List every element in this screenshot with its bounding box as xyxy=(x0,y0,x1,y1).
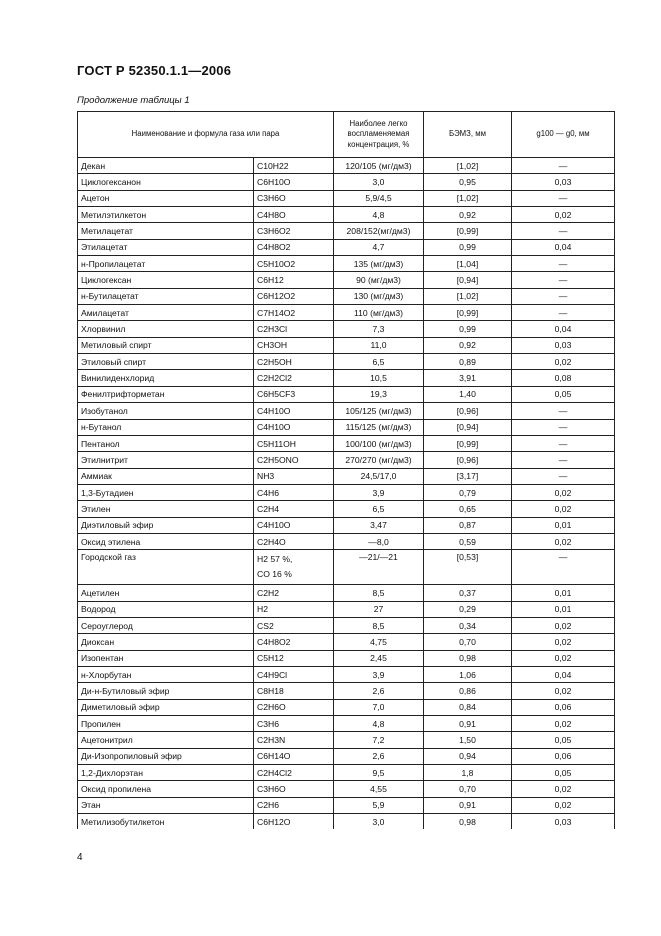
gas-name-cell: Пентанол xyxy=(78,435,254,451)
concentration-cell: 2,6 xyxy=(334,683,424,699)
bemz-cell: 0,59 xyxy=(424,533,512,549)
concentration-cell: 2,45 xyxy=(334,650,424,666)
bemz-cell: 0,37 xyxy=(424,585,512,601)
concentration-cell: 4,8 xyxy=(334,207,424,223)
table-row xyxy=(78,650,615,666)
concentration-cell: 3,47 xyxy=(334,517,424,533)
concentration-cell: 105/125 (мг/дм3) xyxy=(334,403,424,419)
gas-name-cell: н-Хлорбутан xyxy=(78,666,254,682)
table-row xyxy=(78,634,615,650)
g-difference-cell: 0,08 xyxy=(512,370,615,386)
table-row xyxy=(78,666,615,682)
table-row xyxy=(78,468,615,484)
concentration-cell: 6,5 xyxy=(334,354,424,370)
bemz-cell: [1,04] xyxy=(424,256,512,272)
bemz-cell: 1,8 xyxy=(424,765,512,781)
concentration-cell: —8,0 xyxy=(334,533,424,549)
gas-name-cell: н-Бутилацетат xyxy=(78,288,254,304)
gas-name-cell: 1,2-Дихлорэтан xyxy=(78,765,254,781)
bemz-cell: [1,02] xyxy=(424,288,512,304)
gas-name-cell: Амилацетат xyxy=(78,305,254,321)
bemz-cell: 0,70 xyxy=(424,781,512,797)
g-difference-cell: 0,02 xyxy=(512,781,615,797)
gas-formula-cell: C2H6 xyxy=(254,797,334,813)
bemz-cell: [3,17] xyxy=(424,468,512,484)
gas-formula-cell: H2 xyxy=(254,601,334,617)
bemz-cell: 0,89 xyxy=(424,354,512,370)
concentration-cell: 8,5 xyxy=(334,585,424,601)
gas-formula-cell: C6H12O2 xyxy=(254,288,334,304)
g-difference-cell: — xyxy=(512,419,615,435)
concentration-cell: 135 (мг/дм3) xyxy=(334,256,424,272)
table-row xyxy=(78,765,615,781)
gas-name-cell: Хлорвинил xyxy=(78,321,254,337)
g-difference-cell: 0,02 xyxy=(512,501,615,517)
concentration-cell: 115/125 (мг/дм3) xyxy=(334,419,424,435)
table-row xyxy=(78,223,615,239)
g-difference-cell: — xyxy=(512,550,615,585)
bemz-cell: 0,29 xyxy=(424,601,512,617)
table-row xyxy=(78,550,615,585)
concentration-cell: 11,0 xyxy=(334,337,424,353)
table-row xyxy=(78,337,615,353)
gas-formula-cell: C2H2Cl2 xyxy=(254,370,334,386)
bemz-cell: [0,99] xyxy=(424,305,512,321)
gas-name-cell: Метилэтилкетон xyxy=(78,207,254,223)
bemz-cell: [1,02] xyxy=(424,190,512,206)
table-row xyxy=(78,533,615,549)
gas-formula-cell: C7H14O2 xyxy=(254,305,334,321)
bemz-cell: 0,79 xyxy=(424,484,512,500)
table-row xyxy=(78,321,615,337)
concentration-cell: 130 (мг/дм3) xyxy=(334,288,424,304)
g-difference-cell: — xyxy=(512,435,615,451)
bemz-cell: [0,96] xyxy=(424,403,512,419)
concentration-cell: 90 (мг/дм3) xyxy=(334,272,424,288)
table-row xyxy=(78,190,615,206)
gas-formula-cell: CH3OH xyxy=(254,337,334,353)
col-header-g: g100 — g0, мм xyxy=(512,112,615,158)
gas-name-cell: Водород xyxy=(78,601,254,617)
bemz-cell: 0,91 xyxy=(424,797,512,813)
col-header-name: Наименование и формула газа или пара xyxy=(78,112,334,158)
gas-name-cell: Диметиловый эфир xyxy=(78,699,254,715)
g-difference-cell: 0,01 xyxy=(512,601,615,617)
bemz-cell: 0,65 xyxy=(424,501,512,517)
gas-formula-cell: C8H18 xyxy=(254,683,334,699)
gas-formula-cell: C3H6O xyxy=(254,781,334,797)
gas-name-cell: Этан xyxy=(78,797,254,813)
gas-formula-cell: C2H3N xyxy=(254,732,334,748)
gas-name-cell: 1,3-Бутадиен xyxy=(78,484,254,500)
table-row xyxy=(78,501,615,517)
concentration-cell: 3,9 xyxy=(334,666,424,682)
table-row xyxy=(78,256,615,272)
bemz-cell: [0,94] xyxy=(424,419,512,435)
concentration-cell: 8,5 xyxy=(334,617,424,633)
g-difference-cell: — xyxy=(512,223,615,239)
bemz-cell: 1,40 xyxy=(424,386,512,402)
col-header-bemz: БЭМЗ, мм xyxy=(424,112,512,158)
concentration-cell: 7,2 xyxy=(334,732,424,748)
gas-formula-cell: C3H6O2 xyxy=(254,223,334,239)
g-difference-cell: 0,02 xyxy=(512,683,615,699)
gas-name-cell: Этиловый спирт xyxy=(78,354,254,370)
gas-formula-cell: C2H5OH xyxy=(254,354,334,370)
table-row xyxy=(78,403,615,419)
g-difference-cell: 0,06 xyxy=(512,748,615,764)
bemz-cell: 0,92 xyxy=(424,207,512,223)
bemz-cell: 0,94 xyxy=(424,748,512,764)
table-row xyxy=(78,585,615,601)
bemz-cell: [0,94] xyxy=(424,272,512,288)
gas-formula-cell: C2H3Cl xyxy=(254,321,334,337)
table-row xyxy=(78,207,615,223)
table-row xyxy=(78,354,615,370)
table-row xyxy=(78,158,615,174)
gas-name-cell: Изобутанол xyxy=(78,403,254,419)
g-difference-cell: 0,02 xyxy=(512,354,615,370)
gas-name-cell: Ацетонитрил xyxy=(78,732,254,748)
g-difference-cell: — xyxy=(512,288,615,304)
gas-name-cell: Пропилен xyxy=(78,716,254,732)
gas-name-cell: Этилнитрит xyxy=(78,452,254,468)
g-difference-cell: — xyxy=(512,190,615,206)
gas-formula-cell: NH3 xyxy=(254,468,334,484)
gas-table xyxy=(77,111,615,829)
gas-name-cell: Циклогексан xyxy=(78,272,254,288)
gas-name-cell: Ди-Изопропиловый эфир xyxy=(78,748,254,764)
concentration-cell: 3,9 xyxy=(334,484,424,500)
bemz-cell: 0,99 xyxy=(424,321,512,337)
gas-formula-cell: C4H10O xyxy=(254,517,334,533)
gas-name-cell: Ацетон xyxy=(78,190,254,206)
table-row xyxy=(78,419,615,435)
gas-formula-line: CO 16 % xyxy=(257,569,292,580)
concentration-cell: 208/152(мг/дм3) xyxy=(334,223,424,239)
bemz-cell: [0,96] xyxy=(424,452,512,468)
g-difference-cell: 0,02 xyxy=(512,533,615,549)
table-row xyxy=(78,617,615,633)
bemz-cell: [0,53] xyxy=(424,550,512,585)
g-difference-cell: 0,05 xyxy=(512,765,615,781)
page-number: 4 xyxy=(77,852,83,863)
gas-formula-cell: C5H12 xyxy=(254,650,334,666)
bemz-cell: 0,34 xyxy=(424,617,512,633)
concentration-cell: 24,5/17,0 xyxy=(334,468,424,484)
table-row xyxy=(78,370,615,386)
gas-formula-cell: C2H2 xyxy=(254,585,334,601)
gas-formula-cell: C6H10O xyxy=(254,174,334,190)
gas-formula-cell: C5H10O2 xyxy=(254,256,334,272)
g-difference-cell: 0,04 xyxy=(512,239,615,255)
bemz-cell: [0,99] xyxy=(424,435,512,451)
concentration-cell: 9,5 xyxy=(334,765,424,781)
g-difference-cell: 0,03 xyxy=(512,337,615,353)
gas-formula-cell: C4H9Cl xyxy=(254,666,334,682)
gas-formula-cell: C2H6O xyxy=(254,699,334,715)
g-difference-cell: — xyxy=(512,468,615,484)
gas-name-cell: Диэтиловый эфир xyxy=(78,517,254,533)
document-header: ГОСТ Р 52350.1.1—2006 xyxy=(77,63,232,78)
table-row xyxy=(78,716,615,732)
gas-formula-cell: C4H8O xyxy=(254,207,334,223)
table-row xyxy=(78,781,615,797)
concentration-cell: 270/270 (мг/дм3) xyxy=(334,452,424,468)
gas-name-cell: Метилизобутилкетон xyxy=(78,814,254,830)
g-difference-cell: 0,02 xyxy=(512,797,615,813)
gas-formula-cell: C6H12O xyxy=(254,814,334,830)
gas-formula-cell: C4H8O2 xyxy=(254,239,334,255)
col-header-concentration: Наиболее легко воспламеняемая концентрация, % xyxy=(334,112,424,158)
gas-formula-cell: C6H14O xyxy=(254,748,334,764)
concentration-cell: 3,0 xyxy=(334,814,424,830)
gas-name-cell: Изопентан xyxy=(78,650,254,666)
table-row xyxy=(78,797,615,813)
concentration-cell: 5,9/4,5 xyxy=(334,190,424,206)
gas-name-cell: Метилацетат xyxy=(78,223,254,239)
bemz-cell: [1,02] xyxy=(424,158,512,174)
bemz-cell: 0,99 xyxy=(424,239,512,255)
bemz-cell: 0,86 xyxy=(424,683,512,699)
gas-formula-cell: C3H6O xyxy=(254,190,334,206)
gas-name-cell: Оксид пропилена xyxy=(78,781,254,797)
bemz-cell: 1,50 xyxy=(424,732,512,748)
bemz-cell: 0,92 xyxy=(424,337,512,353)
gas-name-cell: н-Бутанол xyxy=(78,419,254,435)
gas-formula-line: H2 57 %, xyxy=(257,554,293,565)
concentration-cell: 6,5 xyxy=(334,501,424,517)
gas-name-cell: Циклогексанон xyxy=(78,174,254,190)
concentration-cell: 4,75 xyxy=(334,634,424,650)
gas-name-cell: Этилен xyxy=(78,501,254,517)
table-row xyxy=(78,484,615,500)
gas-formula-cell: C5H11OH xyxy=(254,435,334,451)
g-difference-cell: — xyxy=(512,158,615,174)
gas-formula-cell: C2H4O xyxy=(254,533,334,549)
g-difference-cell: — xyxy=(512,272,615,288)
gas-formula-cell: C2H4Cl2 xyxy=(254,765,334,781)
gas-formula-cell: C4H8O2 xyxy=(254,634,334,650)
bemz-cell: 0,84 xyxy=(424,699,512,715)
bemz-cell: 0,95 xyxy=(424,174,512,190)
gas-name-cell: Диоксан xyxy=(78,634,254,650)
concentration-cell: 4,8 xyxy=(334,716,424,732)
g-difference-cell: 0,03 xyxy=(512,174,615,190)
concentration-cell: 2,6 xyxy=(334,748,424,764)
gas-name-cell: Ацетилен xyxy=(78,585,254,601)
gas-name-cell: Сероуглерод xyxy=(78,617,254,633)
gas-name-cell: Ди-н-Бутиловый эфир xyxy=(78,683,254,699)
concentration-cell: 110 (мг/дм3) xyxy=(334,305,424,321)
g-difference-cell: — xyxy=(512,305,615,321)
gas-name-cell: Аммиак xyxy=(78,468,254,484)
bemz-cell: 3,91 xyxy=(424,370,512,386)
g-difference-cell: — xyxy=(512,403,615,419)
table-row xyxy=(78,699,615,715)
bemz-cell: 1,06 xyxy=(424,666,512,682)
g-difference-cell: 0,01 xyxy=(512,517,615,533)
g-difference-cell: 0,06 xyxy=(512,699,615,715)
bemz-cell: 0,98 xyxy=(424,650,512,666)
concentration-cell: 4,55 xyxy=(334,781,424,797)
gas-formula-cell: C6H12 xyxy=(254,272,334,288)
table-body xyxy=(78,158,615,830)
concentration-cell: 7,3 xyxy=(334,321,424,337)
gas-formula-cell: C4H10O xyxy=(254,403,334,419)
g-difference-cell: 0,02 xyxy=(512,207,615,223)
gas-formula-cell: C10H22 xyxy=(254,158,334,174)
table-row xyxy=(78,748,615,764)
gas-formula-cell xyxy=(254,550,334,585)
g-difference-cell: 0,04 xyxy=(512,666,615,682)
gas-name-cell: Оксид этилена xyxy=(78,533,254,549)
g-difference-cell: 0,05 xyxy=(512,732,615,748)
gas-formula-cell: C4H6 xyxy=(254,484,334,500)
bemz-cell: 0,87 xyxy=(424,517,512,533)
table-row xyxy=(78,732,615,748)
gas-formula-cell: C3H6 xyxy=(254,716,334,732)
g-difference-cell: 0,04 xyxy=(512,321,615,337)
concentration-cell: —21/—21 xyxy=(334,550,424,585)
gas-formula-cell: C2H5ONO xyxy=(254,452,334,468)
table-row xyxy=(78,435,615,451)
concentration-cell: 27 xyxy=(334,601,424,617)
g-difference-cell: 0,02 xyxy=(512,634,615,650)
bemz-cell: [0,99] xyxy=(424,223,512,239)
g-difference-cell: — xyxy=(512,256,615,272)
table-row xyxy=(78,517,615,533)
gas-name-cell: н-Пропилацетат xyxy=(78,256,254,272)
gas-name-cell: Метиловый спирт xyxy=(78,337,254,353)
concentration-cell: 7,0 xyxy=(334,699,424,715)
g-difference-cell: 0,02 xyxy=(512,484,615,500)
table-row xyxy=(78,239,615,255)
concentration-cell: 3,0 xyxy=(334,174,424,190)
gas-formula-cell: C6H5CF3 xyxy=(254,386,334,402)
gas-formula-cell: C4H10O xyxy=(254,419,334,435)
concentration-cell: 19,3 xyxy=(334,386,424,402)
g-difference-cell: 0,02 xyxy=(512,650,615,666)
gas-formula-cell: C2H4 xyxy=(254,501,334,517)
concentration-cell: 120/105 (мг/дм3) xyxy=(334,158,424,174)
table-row xyxy=(78,174,615,190)
table-header-row xyxy=(78,112,615,158)
bemz-cell: 0,98 xyxy=(424,814,512,830)
gas-name-cell: Фенилтрифторметан xyxy=(78,386,254,402)
g-difference-cell: 0,02 xyxy=(512,617,615,633)
gas-name-cell: Этилацетат xyxy=(78,239,254,255)
gas-name-cell: Винилиденхлорид xyxy=(78,370,254,386)
g-difference-cell: 0,02 xyxy=(512,716,615,732)
table-row xyxy=(78,288,615,304)
table-row xyxy=(78,683,615,699)
bemz-cell: 0,70 xyxy=(424,634,512,650)
gas-formula-cell: CS2 xyxy=(254,617,334,633)
g-difference-cell: — xyxy=(512,452,615,468)
concentration-cell: 10,5 xyxy=(334,370,424,386)
concentration-cell: 5,9 xyxy=(334,797,424,813)
table-row xyxy=(78,272,615,288)
table-row xyxy=(78,601,615,617)
table-row xyxy=(78,814,615,830)
g-difference-cell: 0,01 xyxy=(512,585,615,601)
gas-name-cell: Декан xyxy=(78,158,254,174)
g-difference-cell: 0,05 xyxy=(512,386,615,402)
g-difference-cell: 0,03 xyxy=(512,814,615,830)
gas-name-cell: Городской газ xyxy=(78,550,254,585)
table-caption: Продолжение таблицы 1 xyxy=(77,95,190,106)
bemz-cell: 0,91 xyxy=(424,716,512,732)
table-row xyxy=(78,305,615,321)
table-row xyxy=(78,386,615,402)
table-row xyxy=(78,452,615,468)
concentration-cell: 4,7 xyxy=(334,239,424,255)
concentration-cell: 100/100 (мг/дм3) xyxy=(334,435,424,451)
